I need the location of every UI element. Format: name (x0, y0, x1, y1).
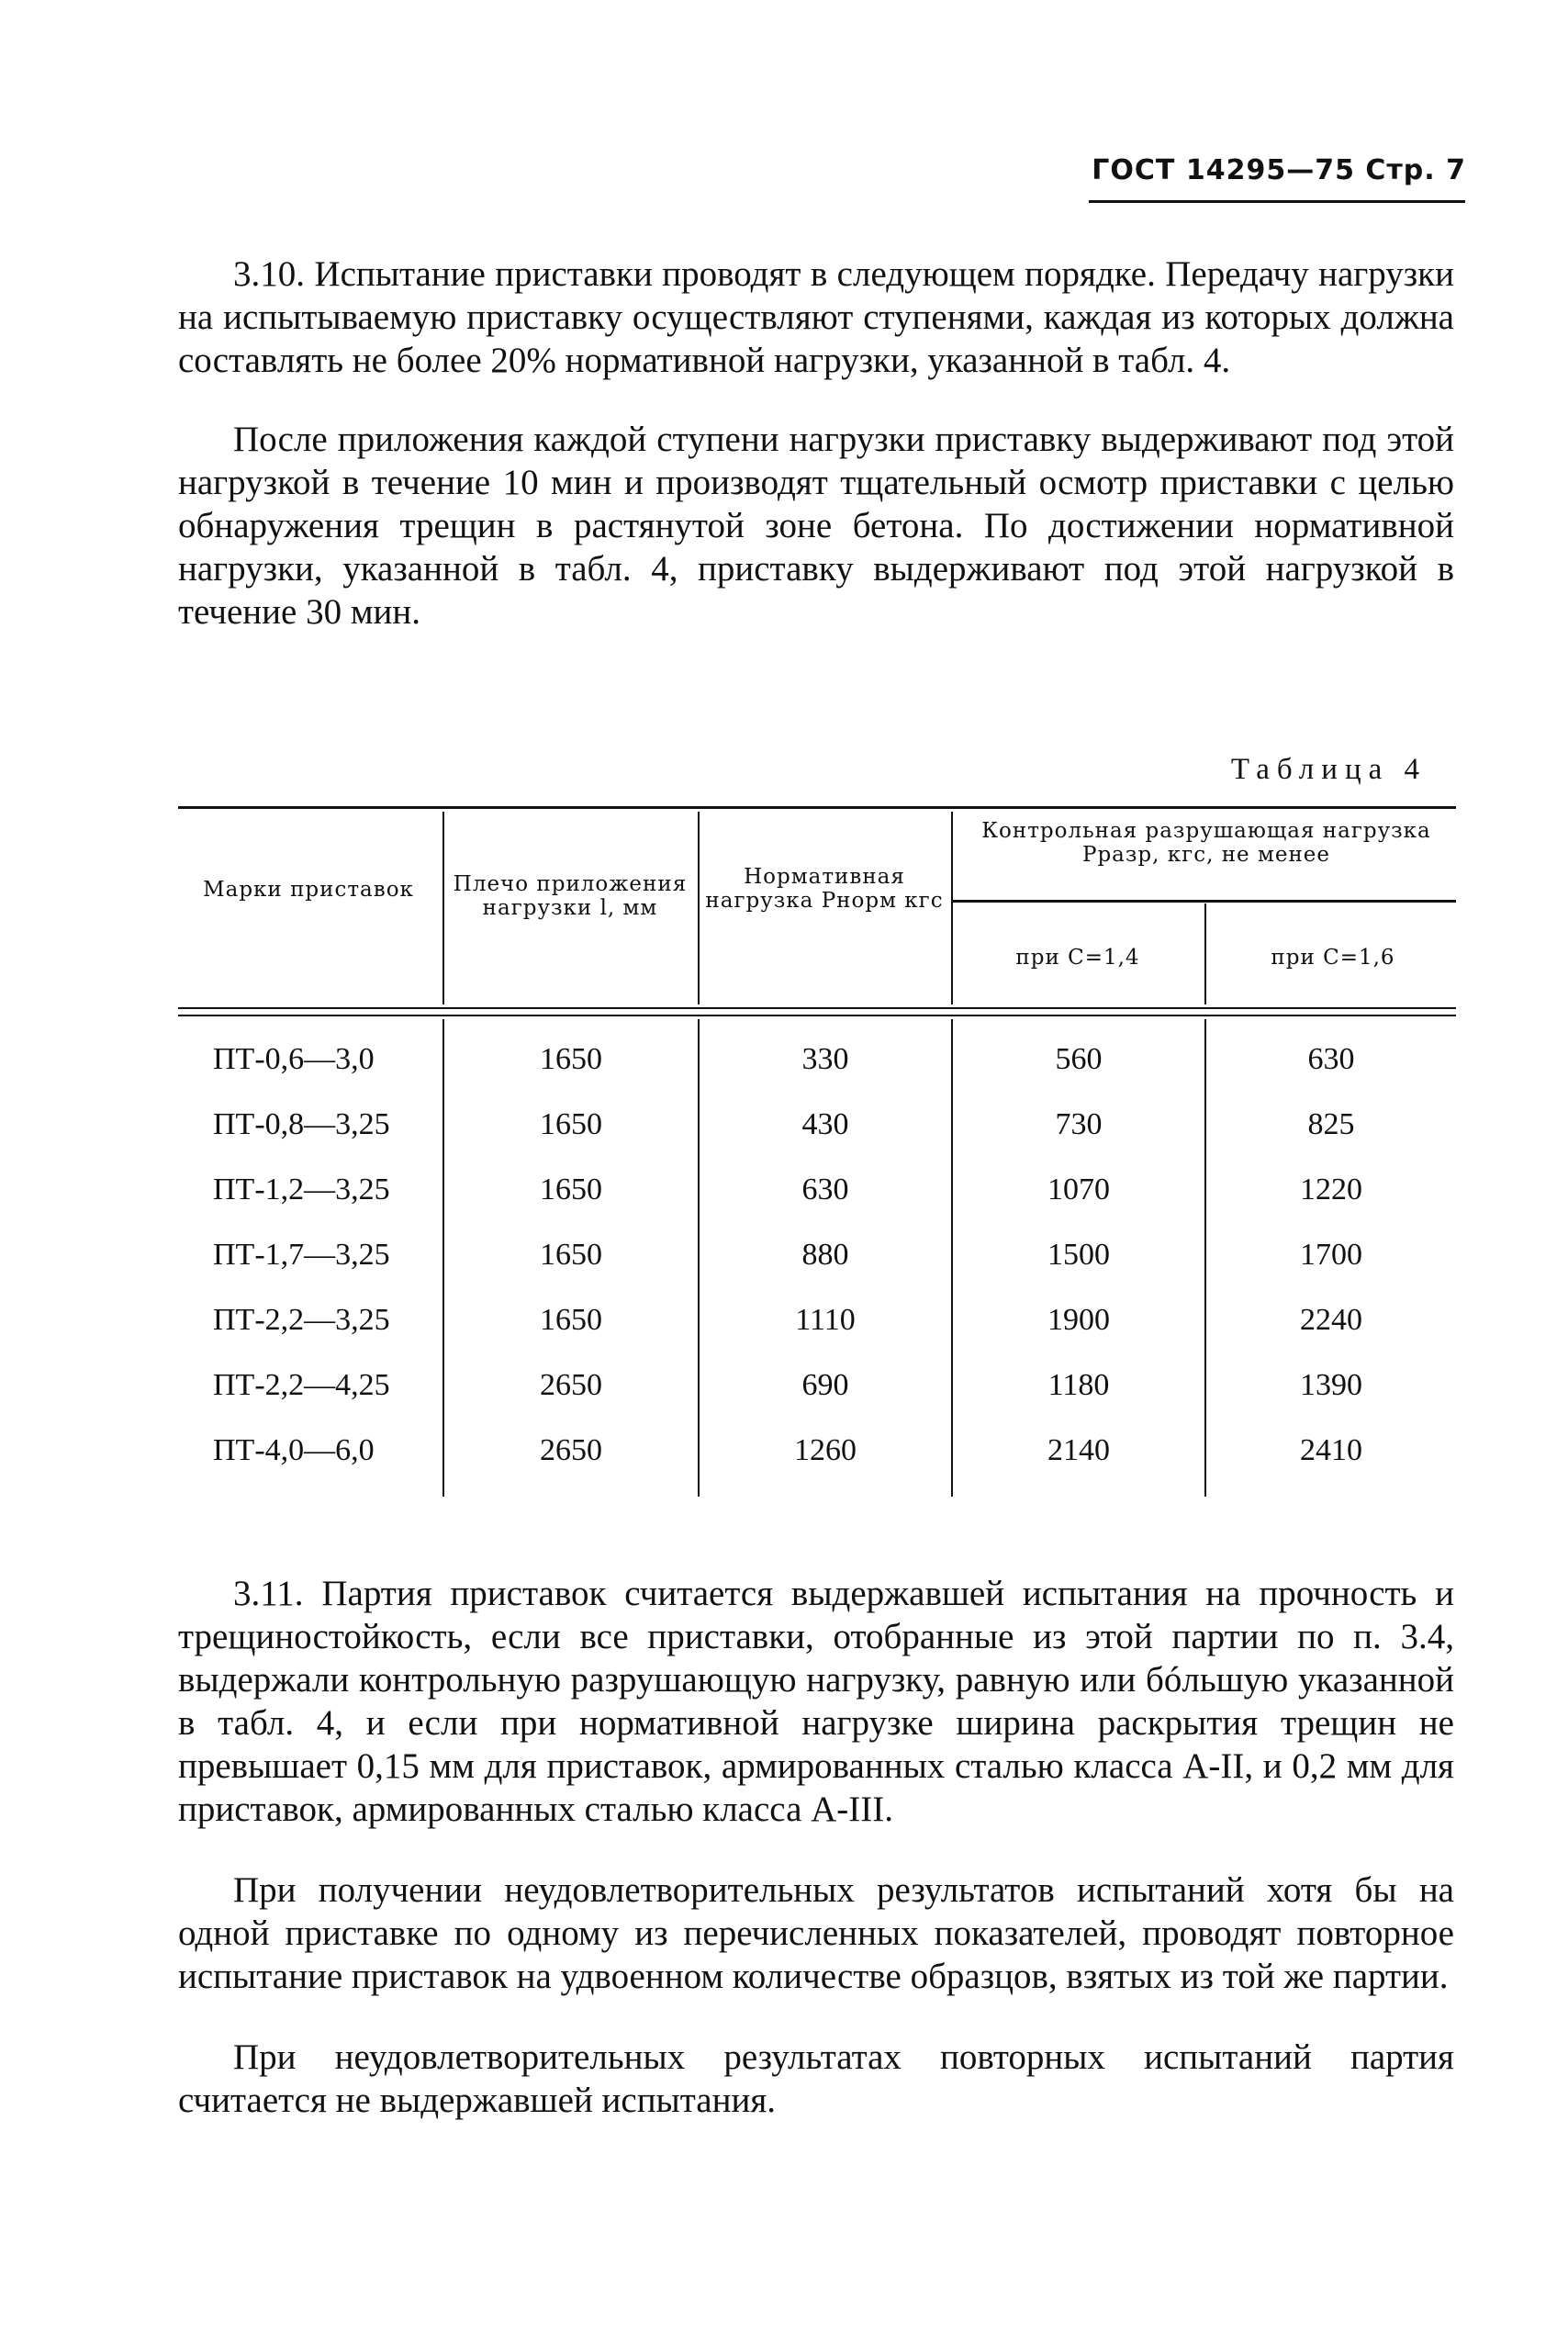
cell-arm: 1650 (540, 1303, 602, 1337)
cell-c14: 1900 (1047, 1303, 1110, 1337)
cell-c16: 825 (1307, 1107, 1355, 1141)
header-rule (1089, 200, 1465, 203)
cell-c14: 2140 (1047, 1433, 1110, 1467)
table-top-rule (178, 806, 1456, 809)
cell-brand: ПТ-4,0—6,0 (213, 1433, 375, 1467)
header-arm: Плечо приложения нагрузки l, мм (453, 872, 688, 920)
cell-arm: 1650 (540, 1042, 602, 1076)
cell-norm: 630 (801, 1173, 849, 1206)
table-caption: Таблица 4 (1230, 753, 1427, 786)
paragraph-3-11-text: 3.11. Партия приставок считается выдержавшей испытания на прочность и трещиностойкость, если все приставки, отобранные из этой партии по п. 3.4, выдержали контрольную разрушающую нагрузку, равную или бóльшую указанной в табл. 4, и если при нормативной нагрузке ширина раскрытия трещин не превышает 0,15 мм для приставок, армированных сталью класса А-II, и 0,2 мм для приставок, армированных сталью класса А-III. (178, 1574, 1454, 1829)
cell-norm: 1260 (794, 1433, 857, 1467)
cell-norm: 690 (801, 1368, 849, 1402)
cell-brand: ПТ-2,2—3,25 (213, 1303, 390, 1337)
paragraph-3-10 (178, 252, 1454, 382)
paragraph-3-10-cont-text: После приложения каждой ступени нагрузки приставку выдерживают под этой нагрузкой в течение 10 мин и производят тщательный осмотр приставки с целью обнаружения трещин в растянутой зоне бетона. По достижении нормативной нагрузки, указанной в табл. 4, приставку выдерживают под этой нагрузкой в течение 30 мин. (178, 420, 1454, 632)
paragraph-3-10-text: 3.10. Испытание приставки проводят в следующем порядке. Передачу нагрузки на испытываемую приставку осуществляют ступенями, каждая из которых должна составлять не более 20% нормативной нагрузки, указанной в табл. 4. (178, 254, 1454, 380)
header-brand: Марки приставок (203, 878, 414, 902)
cell-norm: 430 (801, 1107, 849, 1141)
cell-arm: 1650 (540, 1107, 602, 1141)
paragraph-fail (178, 2036, 1454, 2122)
paragraph-3-11 (178, 1572, 1454, 1831)
cell-arm: 2650 (540, 1433, 602, 1467)
table-head-rule-1 (178, 1007, 1456, 1009)
cell-c14: 560 (1055, 1042, 1103, 1076)
cell-arm: 2650 (540, 1368, 602, 1402)
paragraph-3-10-cont (178, 418, 1454, 634)
table-vline-head-3 (951, 812, 953, 1004)
cell-brand: ПТ-1,7—3,25 (213, 1238, 390, 1272)
cell-brand: ПТ-0,8—3,25 (213, 1107, 390, 1141)
header-c14: при C=1,4 (1015, 946, 1140, 970)
table-vline-head-4 (1204, 903, 1206, 1004)
cell-c16: 1700 (1300, 1238, 1362, 1272)
cell-norm: 880 (801, 1238, 849, 1272)
cell-brand: ПТ-2,2—4,25 (213, 1368, 390, 1402)
cell-c16: 2240 (1300, 1303, 1362, 1337)
table-subhead-rule (951, 900, 1456, 903)
cell-arm: 1650 (540, 1173, 602, 1206)
cell-c14: 730 (1055, 1107, 1103, 1141)
cell-c14: 1070 (1047, 1173, 1110, 1206)
cell-norm: 330 (801, 1042, 849, 1076)
table-vline-head-2 (698, 812, 700, 1004)
cell-c14: 1500 (1047, 1238, 1110, 1272)
paragraph-retest (178, 1868, 1454, 1998)
paragraph-fail-text: При неудовлетворительных результатах повторных испытаний партия считается не выдержавшей испытания. (178, 2037, 1454, 2120)
page-header: ГОСТ 14295—75 Стр. 7 (1092, 154, 1466, 186)
cell-brand: ПТ-0,6—3,0 (213, 1042, 375, 1076)
cell-brand: ПТ-1,2—3,25 (213, 1173, 390, 1206)
table-vline-head-1 (442, 812, 444, 1004)
paragraph-retest-text: При получении неудовлетворительных результатов испытаний хотя бы на одной приставке по одному из перечисленных показателей, проводят повторное испытание приставок на удвоенном количестве образцов, взятых из той же партии. (178, 1870, 1454, 1996)
cell-c16: 1220 (1300, 1173, 1362, 1206)
cell-arm: 1650 (540, 1238, 602, 1272)
cell-c16: 2410 (1300, 1433, 1362, 1467)
cell-c16: 630 (1307, 1042, 1355, 1076)
header-control: Контрольная разрушающая нагрузка Pразр, кгс, не менее (981, 819, 1431, 867)
cell-c14: 1180 (1047, 1368, 1110, 1402)
table-head-rule-2 (178, 1015, 1456, 1016)
cell-norm: 1110 (795, 1303, 856, 1337)
cell-c16: 1390 (1300, 1368, 1362, 1402)
header-c16: при C=1,6 (1271, 946, 1395, 970)
header-norm: Нормативная нагрузка Pнорм кгс (705, 865, 944, 913)
